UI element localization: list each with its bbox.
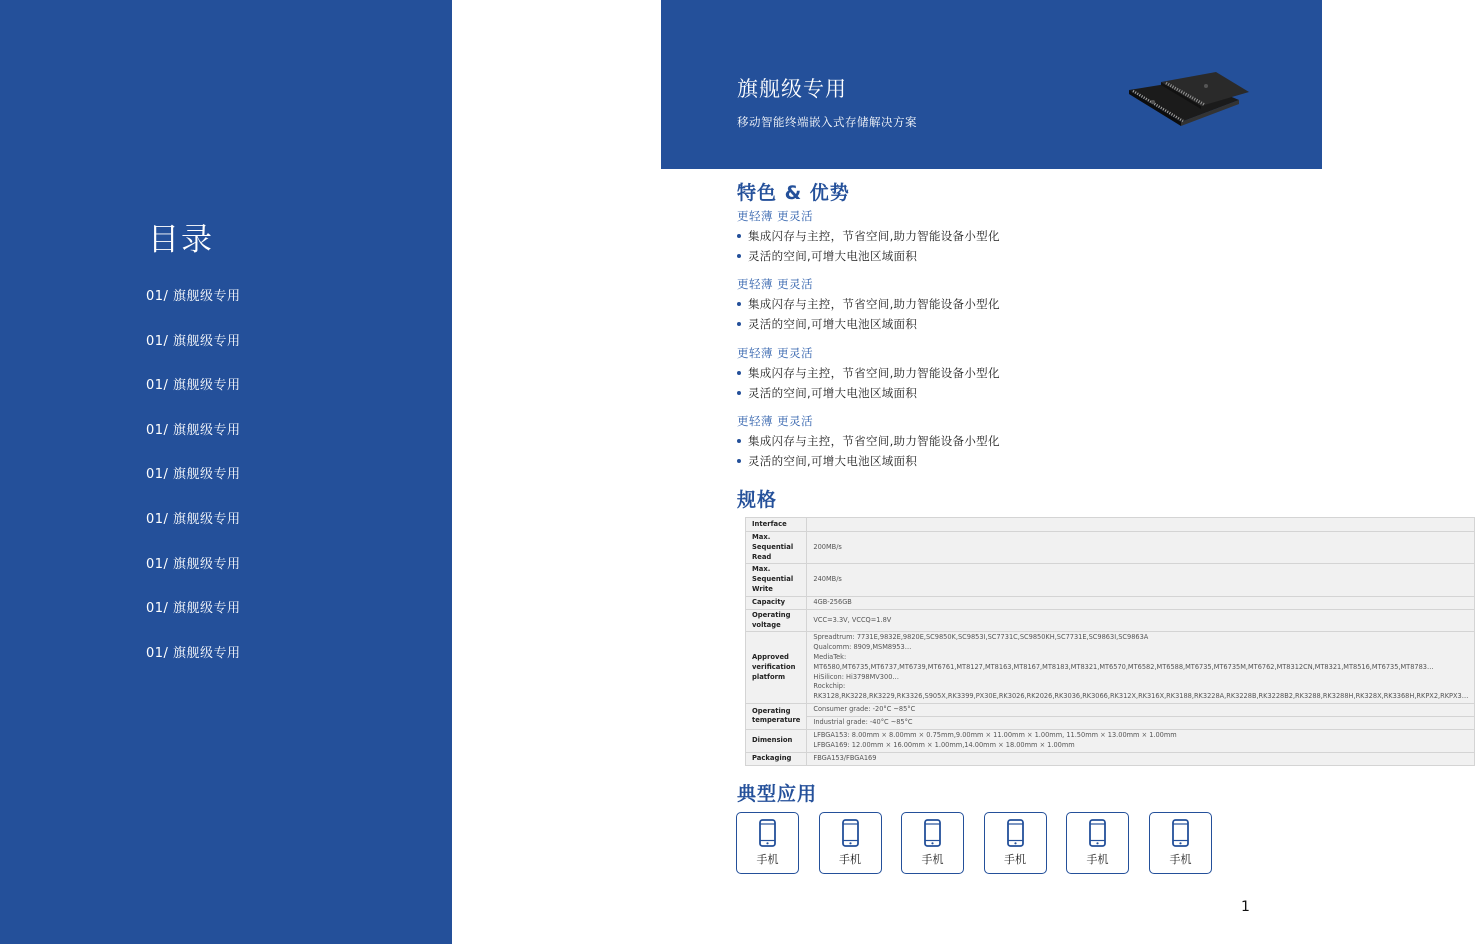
table-row bbox=[746, 609, 1475, 632]
toc-item[interactable]: 01/ 旗舰级专用 bbox=[146, 645, 241, 661]
spec-value: 4GB-256GB bbox=[807, 596, 1475, 609]
feature-group bbox=[737, 413, 1177, 481]
toc-item[interactable]: 01/ 旗舰级专用 bbox=[146, 289, 241, 304]
feature-bullet: 集成闪存与主控，节省空间,助力智能设备小型化 bbox=[737, 229, 1177, 249]
feature-heading: 更轻薄 更灵活 bbox=[737, 345, 814, 360]
chip-image bbox=[1121, 60, 1251, 140]
application-card[interactable] bbox=[901, 812, 964, 874]
features-heading: 特色 & 优势 bbox=[737, 182, 850, 204]
application-card[interactable] bbox=[1066, 812, 1129, 874]
toc-item[interactable]: 01/ 旗舰级专用 bbox=[146, 601, 241, 617]
toc-item[interactable]: 01/ 旗舰级专用 bbox=[146, 556, 241, 572]
toc-title: 目录 bbox=[148, 222, 214, 258]
feature-group bbox=[737, 345, 1177, 413]
feature-bullet: 集成闪存与主控，节省空间,助力智能设备小型化 bbox=[737, 297, 1177, 317]
spec-label: Operating temperature bbox=[746, 703, 807, 729]
table-row bbox=[746, 752, 1475, 765]
page-title: 旗舰级专用 bbox=[737, 77, 847, 101]
spec-value: LFBGA153: 8.00mm × 8.00mm × 0.75mm,9.00mm × 11.00mm × 1.00mm, 11.50mm × 13.00mm × 1.00mm LFBGA169: 12.00mm × 16.00mm × 1.00mm,14.00mm × 18.00mm × 1.00mm bbox=[807, 729, 1475, 752]
feature-bullet: 集成闪存与主控，节省空间,助力智能设备小型化 bbox=[737, 366, 1177, 386]
spec-value: FBGA153/FBGA169 bbox=[807, 752, 1475, 765]
feature-bullet: 灵活的空间,可增大电池区域面积 bbox=[737, 386, 1177, 406]
mobile-phone-icon bbox=[759, 819, 776, 847]
spec-table bbox=[745, 517, 1475, 766]
spec-value: 200MB/s bbox=[807, 532, 1475, 564]
spec-value bbox=[807, 518, 1475, 532]
toc-item[interactable]: 01/ 旗舰级专用 bbox=[146, 511, 241, 527]
spec-value: Industrial grade: -40°C ~85°C bbox=[807, 716, 1475, 729]
spec-label: Max. Sequential Write bbox=[746, 564, 807, 596]
feature-bullet: 灵活的空间,可增大电池区域面积 bbox=[737, 317, 1177, 337]
feature-group bbox=[737, 276, 1177, 344]
header-band bbox=[661, 0, 1322, 169]
feature-group bbox=[737, 208, 1177, 276]
toc-item[interactable]: 01/ 旗舰级专用 bbox=[146, 422, 241, 438]
application-label: 手机 bbox=[1169, 853, 1192, 866]
toc-item[interactable]: 01/ 旗舰级专用 bbox=[146, 467, 241, 483]
mobile-phone-icon bbox=[1007, 819, 1024, 847]
table-row bbox=[746, 518, 1475, 532]
application-label: 手机 bbox=[756, 853, 779, 866]
feature-heading: 更轻薄 更灵活 bbox=[737, 209, 814, 223]
mobile-phone-icon bbox=[842, 819, 859, 847]
spec-label: Packaging bbox=[746, 752, 807, 765]
toc-item[interactable]: 01/ 旗舰级专用 bbox=[146, 378, 241, 394]
application-card[interactable] bbox=[736, 812, 799, 874]
application-label: 手机 bbox=[1086, 853, 1109, 866]
application-card[interactable] bbox=[1149, 812, 1212, 874]
table-row bbox=[746, 564, 1475, 596]
table-row bbox=[746, 632, 1475, 704]
spec-label: Dimension bbox=[746, 729, 807, 752]
spec-value: 240MB/s bbox=[807, 564, 1475, 596]
toc-item[interactable]: 01/ 旗舰级专用 bbox=[146, 333, 241, 349]
application-label: 手机 bbox=[839, 853, 861, 866]
applications-list bbox=[736, 812, 1216, 874]
mobile-phone-icon bbox=[924, 819, 941, 847]
toc-panel bbox=[0, 0, 452, 944]
table-row bbox=[746, 729, 1475, 752]
mobile-phone-icon bbox=[1172, 819, 1189, 847]
spec-value: VCC=3.3V, VCCQ=1.8V bbox=[807, 609, 1475, 632]
feature-bullet: 灵活的空间,可增大电池区域面积 bbox=[737, 249, 1177, 269]
spec-label: Approved verification platform bbox=[746, 632, 807, 704]
spec-label: Operating voltage bbox=[746, 609, 807, 632]
features-list bbox=[737, 208, 1177, 482]
spec-label: Capacity bbox=[746, 596, 807, 609]
feature-bullet: 集成闪存与主控，节省空间,助力智能设备小型化 bbox=[737, 434, 1177, 454]
page-subtitle: 移动智能终端嵌入式存储解决方案 bbox=[737, 115, 917, 129]
feature-heading: 更轻薄 更灵活 bbox=[737, 277, 814, 292]
spec-label: Interface bbox=[746, 518, 807, 532]
mobile-phone-icon bbox=[1089, 819, 1106, 847]
table-row bbox=[746, 703, 1475, 716]
applications-heading: 典型应用 bbox=[737, 783, 818, 805]
spec-value: Spreadtrum: 7731E,9832E,9820E,SC9850K,SC9853I,SC7731C,SC9850KH,SC7731E,SC9863I,SC9863A Qualcomm: 8909,MSM8953… MediaTek: MT6580,MT6735,MT6737,MT6739,MT6761,MT8127,MT8163,MT8167,MT8183,MT8321,MT6570,MT6582,MT6588,MT6735,MT6735M,MT6762,MT8312CN,MT8321,MT8516,MT6735,MT8783… HiSilicon: Hi3798MV300… Rockchip: RK3128,RK3228,RK3229,RK3326,S905X,RK3399,PX30E,RK3026,RK2026,RK3036,RK3066,RK312X,RK316X,RK3188,RK3228A,RK3228B,RK3228B2,RK3288,RK3288H,RK328X,RK3368H,RKPX2,RKPX3… bbox=[807, 632, 1475, 704]
toc-list bbox=[146, 288, 241, 689]
page-number: 1 bbox=[1241, 899, 1250, 915]
table-row bbox=[746, 532, 1475, 564]
specs-heading: 规格 bbox=[737, 489, 778, 511]
application-label: 手机 bbox=[1004, 853, 1026, 866]
application-card[interactable] bbox=[819, 812, 882, 874]
application-card[interactable] bbox=[984, 812, 1047, 874]
feature-bullet: 灵活的空间,可增大电池区域面积 bbox=[737, 454, 1177, 474]
application-label: 手机 bbox=[921, 853, 944, 866]
table-row bbox=[746, 716, 1475, 729]
table-row bbox=[746, 596, 1475, 609]
spec-label: Max. Sequential Read bbox=[746, 532, 807, 564]
spec-value: Consumer grade: -20°C ~85°C bbox=[807, 703, 1475, 716]
feature-heading: 更轻薄 更灵活 bbox=[737, 414, 814, 429]
